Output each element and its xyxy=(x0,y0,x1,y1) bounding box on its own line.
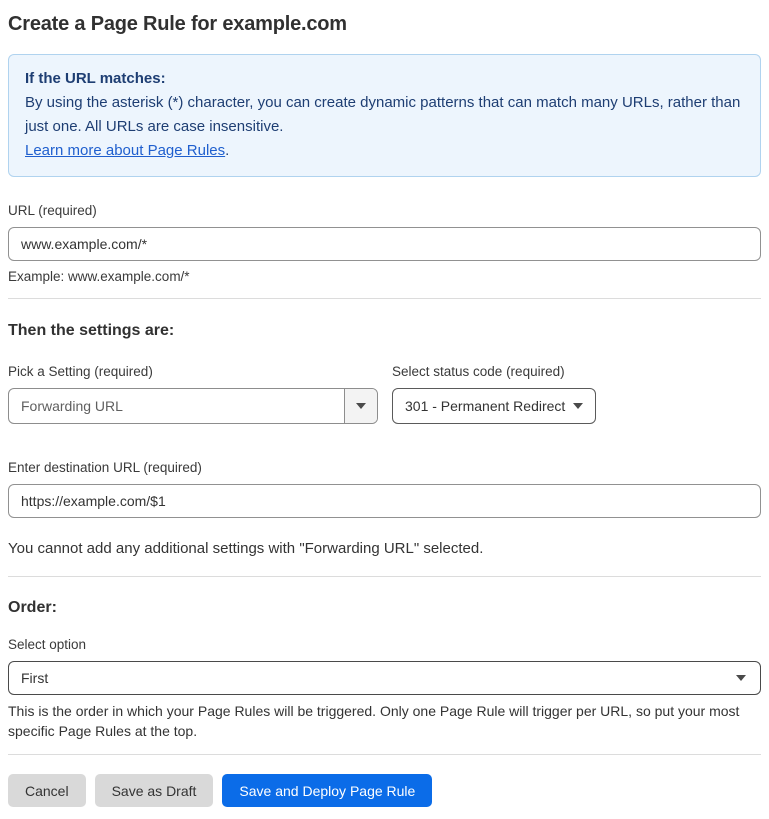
chevron-down-icon xyxy=(736,675,746,681)
info-box-body: By using the asterisk (*) character, you can create dynamic patterns that can match many URLs, rather than just one. All URLs are case insensitive. xyxy=(25,94,741,135)
setting-picker-label: Pick a Setting (required) xyxy=(8,364,153,379)
settings-section-heading: Then the settings are: xyxy=(8,322,175,339)
form-actions xyxy=(8,774,761,807)
url-field-group xyxy=(8,203,761,284)
order-helper-text: This is the order in which your Page Rules will be triggered. Only one Page Rule will trigger per URL, so put your most specific Page Rules at the top. xyxy=(8,703,740,739)
create-page-rule-form xyxy=(0,13,769,807)
cancel-button[interactable]: Cancel xyxy=(8,774,86,807)
status-code-select[interactable] xyxy=(392,388,596,424)
forwarding-url-note: You cannot add any additional settings with "Forwarding URL" selected. xyxy=(8,540,484,557)
order-select[interactable] xyxy=(8,661,761,695)
order-section-heading: Order: xyxy=(8,599,57,616)
destination-label: Enter destination URL (required) xyxy=(8,460,202,475)
order-field-group xyxy=(8,637,761,741)
learn-more-link[interactable]: Learn more about Page Rules xyxy=(25,142,226,159)
save-as-draft-button[interactable]: Save as Draft xyxy=(95,774,214,807)
settings-row xyxy=(8,364,761,424)
divider xyxy=(8,754,761,755)
status-code-label: Select status code (required) xyxy=(392,364,565,379)
setting-picker-group xyxy=(8,364,378,424)
url-matches-info-box xyxy=(8,54,761,177)
destination-field-group xyxy=(8,460,761,518)
setting-picker-select[interactable] xyxy=(8,388,378,424)
setting-picker-value: Forwarding URL xyxy=(21,398,123,414)
order-select-value: First xyxy=(21,670,49,686)
info-link-suffix: . xyxy=(225,142,230,159)
save-and-deploy-button[interactable]: Save and Deploy Page Rule xyxy=(222,774,432,807)
divider xyxy=(8,298,761,299)
info-box-heading: If the URL matches: xyxy=(25,70,166,87)
order-select-label: Select option xyxy=(8,637,87,652)
url-example-helper: Example: www.example.com/* xyxy=(8,269,190,284)
info-link-line xyxy=(25,139,744,163)
setting-picker-caret-button[interactable] xyxy=(344,389,377,423)
status-code-value: 301 - Permanent Redirect xyxy=(405,398,566,414)
chevron-down-icon xyxy=(356,403,366,409)
status-code-group xyxy=(392,364,596,424)
divider xyxy=(8,576,761,577)
destination-url-input[interactable] xyxy=(8,484,761,518)
url-label: URL (required) xyxy=(8,203,97,218)
url-input[interactable] xyxy=(8,227,761,261)
page-title: Create a Page Rule for example.com xyxy=(8,13,347,35)
chevron-down-icon xyxy=(573,403,583,409)
